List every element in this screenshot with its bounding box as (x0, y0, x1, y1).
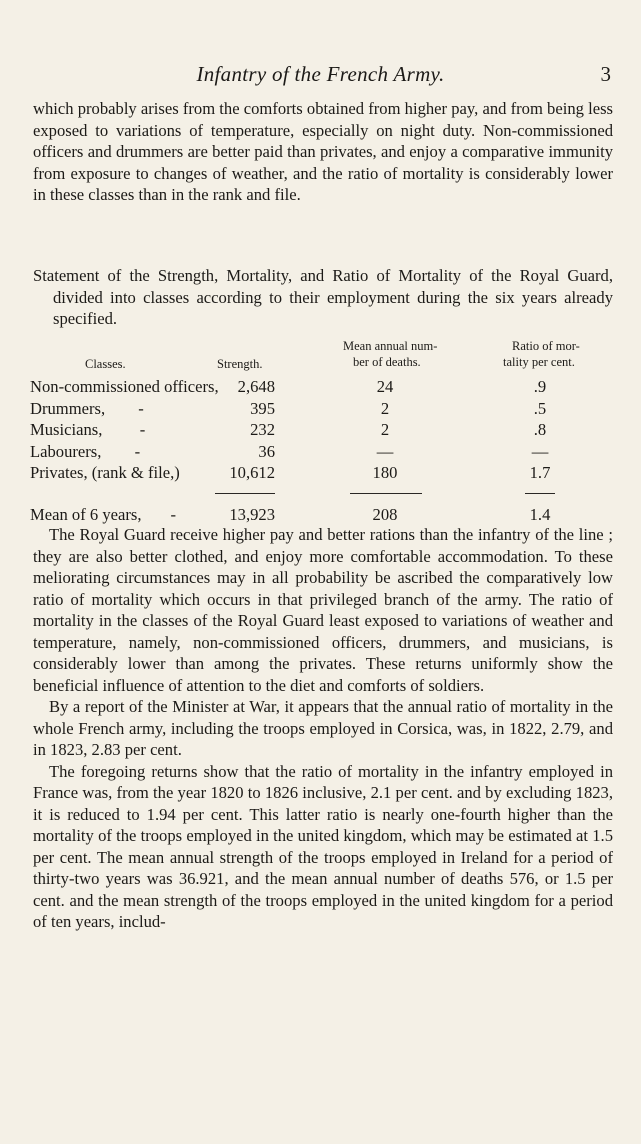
running-title: Infantry of the French Army. (196, 62, 445, 86)
paragraph: The Royal Guard receive higher pay and better rations than the infantry of the line ; they are also better clothed, and enjoy more comfortable accommodation. To these meliorating circumstances may in all probability be ascribed the comparatively low ratio of mortality which occurs in that privileged branch of the army. The ratio of mortality in the classes of the Royal Guard least exposed to variations of weather and temperature, namely, non-commissioned officers, drummers, and musicians, is considerably lower than among the privates. These returns uniformly show the beneficial influence of attention to the diet and comforts of soldiers. (33, 525, 613, 695)
table-row (30, 419, 620, 441)
header-strength: Strength. (217, 357, 263, 371)
header-ratio-line1: Ratio of mor- (512, 339, 580, 353)
body-text (33, 524, 613, 933)
row-label: Privates, (rank & file,) (30, 463, 180, 482)
total-ratio: 1.4 (529, 504, 551, 524)
row-ratio: .9 (533, 377, 547, 396)
table-caption-block (33, 265, 613, 330)
total-rules (30, 484, 620, 504)
opening-paragraph-block (33, 98, 613, 206)
ratio-total-rule (525, 493, 555, 495)
row-deaths: 24 (376, 377, 394, 396)
table-row (30, 398, 620, 420)
row-strength: 232 (250, 420, 275, 439)
row-ratio: — (531, 441, 549, 461)
header-ratio-line2: tality per cent. (503, 355, 575, 369)
row-deaths: 180 (372, 463, 398, 482)
row-ratio: .8 (533, 420, 547, 439)
row-ratio: 1.7 (529, 463, 551, 482)
table-header (30, 336, 620, 376)
row-deaths: 2 (380, 398, 390, 418)
table-caption: Statement of the Strength, Mortality, and Ratio of Mortality of the Royal Guard, divided into classes according to their employment during the six years already specified. (33, 266, 613, 328)
row-label: Musicians, - (30, 420, 146, 439)
row-ratio: .5 (533, 398, 547, 418)
row-strength: 10,612 (229, 463, 275, 482)
table-total-row (30, 504, 620, 526)
table-row (30, 462, 620, 484)
strength-total-rule (215, 493, 275, 495)
table-row (30, 441, 620, 463)
row-label: Labourers, - (30, 441, 141, 461)
page-number: 3 (600, 62, 611, 86)
paragraph: By a report of the Minister at War, it appears that the annual ratio of mortality in the whole French army, including the troops employed in Corsica, was, in 1822, 2.79, and in 1823, 2.83 per cent. (33, 697, 613, 759)
row-strength: 36 (258, 441, 275, 461)
total-deaths: 208 (372, 504, 398, 524)
table-row (30, 376, 620, 398)
header-classes: Classes. (85, 357, 126, 371)
deaths-total-rule (350, 493, 422, 495)
total-strength: 13,923 (229, 504, 275, 524)
row-label: Non-commissioned officers, (30, 377, 219, 396)
paragraph: The foregoing returns show that the ratio of mortality in the infantry employed in France was, from the year 1820 to 1826 inclusive, 2.1 per cent. and by excluding 1823, it is reduced to 1.94 per cent. This latter ratio is nearly one-fourth higher than the mortality of the troops employed in the united kingdom, which may be estimated at 1.5 per cent. The mean annual strength of the troops employed in Ireland for a period of thirty-two years was 36.921, and the mean annual number of deaths 576, or 1.5 per cent. and the mean strength of the troops employed in the united kingdom for a period of ten years, includ- (33, 761, 613, 931)
total-label: Mean of 6 years, - (30, 504, 177, 524)
row-strength: 395 (250, 398, 275, 418)
mortality-table (30, 336, 620, 525)
header-deaths-line1: Mean annual num- (343, 339, 438, 353)
row-label: Drummers, - (30, 398, 144, 418)
row-strength: 2,648 (237, 377, 275, 396)
row-deaths: 2 (380, 420, 390, 439)
page-header (0, 62, 641, 90)
paragraph: which probably arises from the comforts obtained from higher pay, and from being less exposed to variations of temperature, especially on night duty. Non-commissioned officers and drummers are better paid than privates, and enjoy a comparative immunity from exposure to changes of weather, and the ratio of mortality is considerably lower in these classes than in the rank and file. (33, 99, 613, 204)
row-deaths: — (376, 441, 394, 461)
header-deaths-line2: ber of deaths. (353, 355, 421, 369)
